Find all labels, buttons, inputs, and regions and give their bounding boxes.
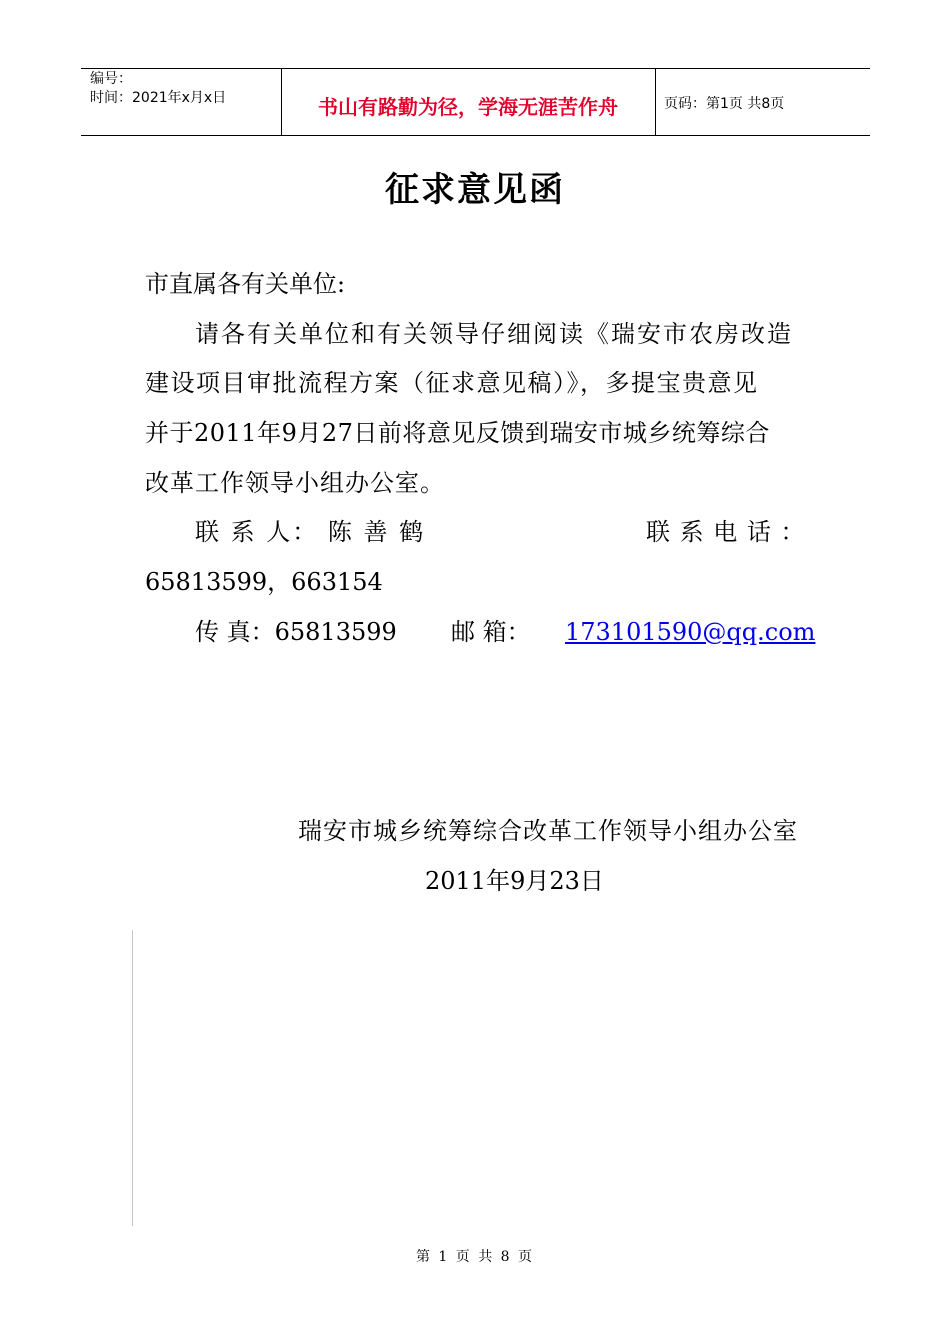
page-footer: 第 1 页 共 8 页 bbox=[415, 1249, 535, 1265]
header-bottom-rule bbox=[81, 135, 870, 136]
email-link[interactable]: 173101590@qq.com bbox=[565, 618, 816, 646]
email-label: 邮 箱： bbox=[451, 618, 531, 646]
contact-phone: 65813599，663154 bbox=[145, 568, 383, 596]
margin-line bbox=[132, 930, 133, 1226]
header-divider bbox=[655, 68, 656, 135]
paragraph-line: 建设项目审批流程方案（征求意见稿）》，多提宝贵意见 bbox=[145, 369, 759, 397]
page-title: 征求意见函 bbox=[385, 170, 565, 210]
header-page-info: 页码：第1页 共8页 bbox=[664, 96, 785, 112]
salutation: 市直属各有关单位: bbox=[145, 270, 346, 298]
paragraph-line: 并于2011年9月27日前将意见反馈到瑞安市城乡统筹综合 bbox=[145, 419, 770, 447]
number-label: 编号： bbox=[90, 71, 132, 87]
signature-date: 2011年9月23日 bbox=[425, 867, 604, 895]
signature-org: 瑞安市城乡统筹综合改革工作领导小组办公室 bbox=[298, 817, 798, 845]
time-label: 时间：2021年x月x日 bbox=[90, 90, 227, 106]
header-top-rule bbox=[81, 68, 870, 69]
contact-phone-label: 联 系 电 话 ： bbox=[646, 518, 806, 546]
header-motto: 书山有路勤为径，学海无涯苦作舟 bbox=[318, 95, 618, 119]
paragraph-line: 改革工作领导小组办公室。 bbox=[145, 469, 445, 497]
paragraph-line: 请各有关单位和有关领导仔细阅读《瑞安市农房改造 bbox=[195, 320, 793, 348]
fax: 传 真：65813599 bbox=[195, 618, 397, 646]
header-meta bbox=[90, 70, 226, 108]
contact-person: 联 系 人： 陈 善 鹤 bbox=[195, 518, 426, 546]
